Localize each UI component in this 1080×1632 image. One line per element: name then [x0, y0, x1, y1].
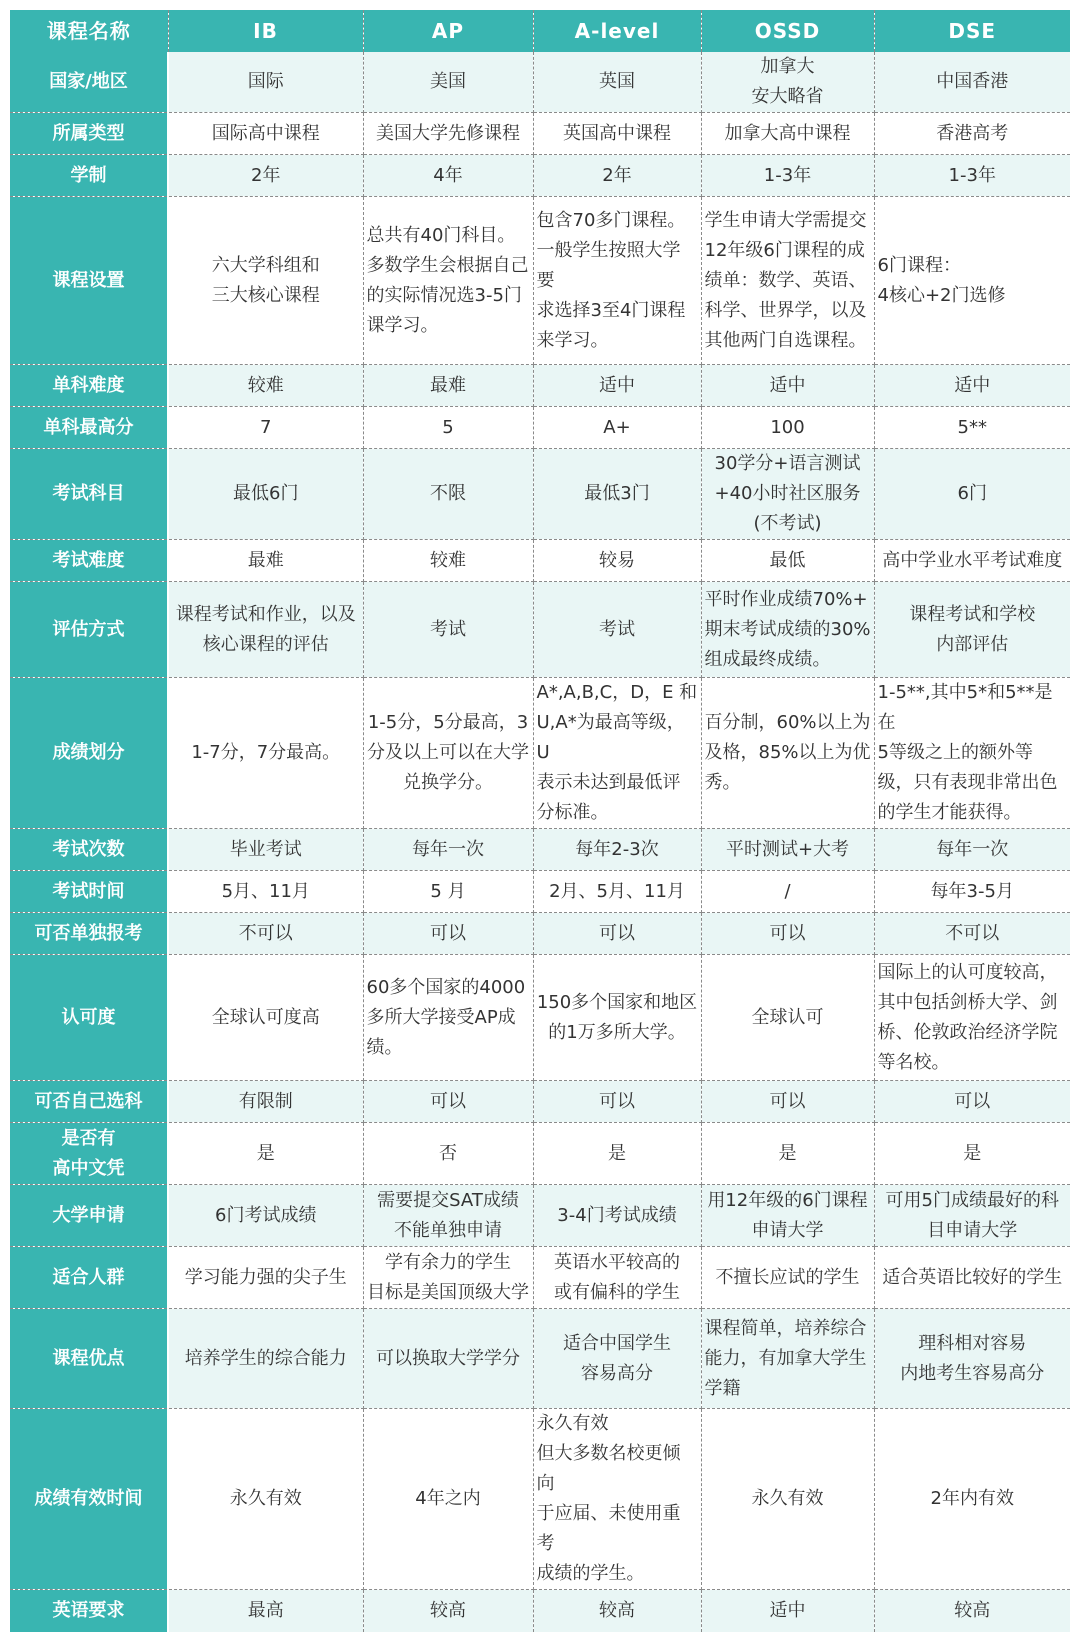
table-cell: 是: [701, 1123, 874, 1185]
table-cell: 最低: [701, 540, 874, 582]
table-row: [10, 913, 1070, 955]
table-cell: 高中学业水平考试难度: [874, 540, 1070, 582]
table-cell: 可以: [701, 1081, 874, 1123]
table-cell: 国际: [168, 52, 363, 113]
row-label: 单科难度: [10, 365, 168, 407]
table-cell: 2年: [168, 155, 363, 197]
table-cell: 6门考试成绩: [168, 1185, 363, 1247]
table-cell: 较高: [874, 1590, 1070, 1632]
table-cell: 国际上的认可度较高， 其中包括剑桥大学、剑 桥、伦敦政治经济学院 等名校。: [874, 955, 1070, 1081]
header-cell-ap: AP: [363, 10, 533, 52]
table-cell: 60多个国家的4000 多所大学接受AP成 绩。: [363, 955, 533, 1081]
table-row: [10, 540, 1070, 582]
table-cell: A+: [533, 407, 701, 449]
table-cell: 可以: [874, 1081, 1070, 1123]
table-cell: 较难: [168, 365, 363, 407]
table-cell: 适中: [874, 365, 1070, 407]
table-row: [10, 1123, 1070, 1185]
table-cell: 不擅长应试的学生: [701, 1247, 874, 1309]
table-cell: 每年一次: [363, 829, 533, 871]
table-cell: 学生申请大学需提交 12年级6门课程的成 绩单：数学、英语、 科学、世界学，以及 其他两门自选课程。: [701, 197, 874, 365]
table-cell: 学习能力强的尖子生: [168, 1247, 363, 1309]
row-label: 学制: [10, 155, 168, 197]
table-cell: 可以: [533, 913, 701, 955]
row-label: 考试难度: [10, 540, 168, 582]
table-cell: 课程简单，培养综合 能力，有加拿大学生 学籍: [701, 1309, 874, 1409]
table-row: [10, 365, 1070, 407]
row-label: 所属类型: [10, 113, 168, 155]
table-cell: 每年2-3次: [533, 829, 701, 871]
table-cell: 是: [874, 1123, 1070, 1185]
table-cell: 英语水平较高的 或有偏科的学生: [533, 1247, 701, 1309]
table-cell: 可以: [533, 1081, 701, 1123]
table-cell: 加拿大 安大略省: [701, 52, 874, 113]
table-cell: 不限: [363, 449, 533, 540]
row-label: 适合人群: [10, 1247, 168, 1309]
row-label: 成绩划分: [10, 678, 168, 829]
table-cell: 5 月: [363, 871, 533, 913]
table-row: [10, 449, 1070, 540]
table-cell: 4年: [363, 155, 533, 197]
table-cell: 不可以: [874, 913, 1070, 955]
table-cell: 英国: [533, 52, 701, 113]
table-cell: 适中: [701, 365, 874, 407]
table-cell: 较难: [363, 540, 533, 582]
table-cell: 最低6门: [168, 449, 363, 540]
table-cell: 较高: [533, 1590, 701, 1632]
table-cell: 适中: [533, 365, 701, 407]
row-label: 评估方式: [10, 582, 168, 678]
table-cell: 平时测试+大考: [701, 829, 874, 871]
row-label: 考试次数: [10, 829, 168, 871]
table-cell: 可以换取大学学分: [363, 1309, 533, 1409]
row-label: 考试科目: [10, 449, 168, 540]
row-label: 大学申请: [10, 1185, 168, 1247]
table-cell: 4年之内: [363, 1409, 533, 1590]
table-row: [10, 955, 1070, 1081]
row-label: 课程优点: [10, 1309, 168, 1409]
table-cell: 1-3年: [701, 155, 874, 197]
table-cell: 包含70多门课程。 一般学生按照大学要 求选择3至4门课程 来学习。: [533, 197, 701, 365]
table-cell: 平时作业成绩70%+ 期末考试成绩的30% 组成最终成绩。: [701, 582, 874, 678]
table-cell: 每年一次: [874, 829, 1070, 871]
table-cell: 2年: [533, 155, 701, 197]
table-cell: 适中: [701, 1590, 874, 1632]
table-row: [10, 1309, 1070, 1409]
table-row: [10, 582, 1070, 678]
table-row: [10, 1081, 1070, 1123]
table-cell: 6门: [874, 449, 1070, 540]
table-cell: /: [701, 871, 874, 913]
table-row: [10, 197, 1070, 365]
row-label: 是否有 高中文凭: [10, 1123, 168, 1185]
table-cell: 1-5**,其中5*和5**是在 5等级之上的额外等 级，只有表现非常出色 的学生才能获得。: [874, 678, 1070, 829]
table-cell: 毕业考试: [168, 829, 363, 871]
table-cell: 2年内有效: [874, 1409, 1070, 1590]
table-cell: A*,A,B,C，D，E 和 U,A*为最高等级，U 表示未达到最低评 分标准。: [533, 678, 701, 829]
table-cell: 英国高中课程: [533, 113, 701, 155]
header-cell-ib: IB: [168, 10, 363, 52]
table-cell: 3-4门考试成绩: [533, 1185, 701, 1247]
table-cell: 可以: [701, 913, 874, 955]
course-comparison-table: [10, 10, 1070, 1632]
table-cell: 1-3年: [874, 155, 1070, 197]
table-cell: 是: [533, 1123, 701, 1185]
table-cell: 考试: [533, 582, 701, 678]
header-cell-a-level: A-level: [533, 10, 701, 52]
table-cell: 5**: [874, 407, 1070, 449]
table-row: [10, 1247, 1070, 1309]
table-cell: 有限制: [168, 1081, 363, 1123]
table-cell: 最难: [168, 540, 363, 582]
row-label: 成绩有效时间: [10, 1409, 168, 1590]
table-row: [10, 1409, 1070, 1590]
table-cell: 150多个国家和地区 的1万多所大学。: [533, 955, 701, 1081]
table-cell: 总共有40门科目。 多数学生会根据自己 的实际情况选3-5门 课学习。: [363, 197, 533, 365]
table-row: [10, 113, 1070, 155]
table-cell: 永久有效: [701, 1409, 874, 1590]
header-row: [10, 10, 1070, 52]
row-label: 可否自己选科: [10, 1081, 168, 1123]
table-cell: 百分制，60%以上为 及格，85%以上为优 秀。: [701, 678, 874, 829]
table-cell: 1-5分，5分最高，3 分及以上可以在大学 兑换学分。: [363, 678, 533, 829]
table-cell: 中国香港: [874, 52, 1070, 113]
table-cell: 7: [168, 407, 363, 449]
table-cell: 最高: [168, 1590, 363, 1632]
table-cell: 可以: [363, 913, 533, 955]
table-cell: 5月、11月: [168, 871, 363, 913]
table-cell: 永久有效: [168, 1409, 363, 1590]
row-label: 课程设置: [10, 197, 168, 365]
table-cell: 香港高考: [874, 113, 1070, 155]
header-cell-ossd: OSSD: [701, 10, 874, 52]
table-row: [10, 1185, 1070, 1247]
table-cell: 考试: [363, 582, 533, 678]
table-row: [10, 52, 1070, 113]
row-label: 认可度: [10, 955, 168, 1081]
table-cell: 最难: [363, 365, 533, 407]
table-row: [10, 407, 1070, 449]
table-cell: 国际高中课程: [168, 113, 363, 155]
row-label: 单科最高分: [10, 407, 168, 449]
table-cell: 全球认可度高: [168, 955, 363, 1081]
table-cell: 永久有效 但大多数名校更倾向 于应届、未使用重考 成绩的学生。: [533, 1409, 701, 1590]
table-cell: 是: [168, 1123, 363, 1185]
table-cell: 30学分+语言测试 +40小时社区服务 (不考试): [701, 449, 874, 540]
table-cell: 用12年级的6门课程 申请大学: [701, 1185, 874, 1247]
table-cell: 不可以: [168, 913, 363, 955]
table-cell: 需要提交SAT成绩 不能单独申请: [363, 1185, 533, 1247]
table-cell: 最低3门: [533, 449, 701, 540]
row-label: 英语要求: [10, 1590, 168, 1632]
table-cell: 加拿大高中课程: [701, 113, 874, 155]
table-cell: 否: [363, 1123, 533, 1185]
table-cell: 课程考试和作业，以及 核心课程的评估: [168, 582, 363, 678]
table-cell: 全球认可: [701, 955, 874, 1081]
table-row: [10, 1590, 1070, 1632]
table-cell: 适合英语比较好的学生: [874, 1247, 1070, 1309]
row-label: 可否单独报考: [10, 913, 168, 955]
table-cell: 可以: [363, 1081, 533, 1123]
table-cell: 学有余力的学生 目标是美国顶级大学: [363, 1247, 533, 1309]
table-cell: 每年3-5月: [874, 871, 1070, 913]
table-cell: 6门课程： 4核心+2门选修: [874, 197, 1070, 365]
header-cell-dse: DSE: [874, 10, 1070, 52]
table-row: [10, 829, 1070, 871]
table-cell: 培养学生的综合能力: [168, 1309, 363, 1409]
comparison-table-frame: [10, 10, 1070, 1621]
row-label: 考试时间: [10, 871, 168, 913]
table-row: [10, 155, 1070, 197]
table-cell: 1-7分，7分最高。: [168, 678, 363, 829]
table-cell: 课程考试和学校 内部评估: [874, 582, 1070, 678]
table-cell: 100: [701, 407, 874, 449]
table-cell: 美国: [363, 52, 533, 113]
table-cell: 5: [363, 407, 533, 449]
table-cell: 理科相对容易 内地考生容易高分: [874, 1309, 1070, 1409]
table-cell: 可用5门成绩最好的科 目申请大学: [874, 1185, 1070, 1247]
table-cell: 美国大学先修课程: [363, 113, 533, 155]
table-cell: 较易: [533, 540, 701, 582]
table-row: [10, 871, 1070, 913]
table-row: [10, 678, 1070, 829]
table-cell: 2月、5月、11月: [533, 871, 701, 913]
table-cell: 六大学科组和 三大核心课程: [168, 197, 363, 365]
table-cell: 适合中国学生 容易高分: [533, 1309, 701, 1409]
table-cell: 较高: [363, 1590, 533, 1632]
row-label: 国家/地区: [10, 52, 168, 113]
header-cell-course-name: 课程名称: [10, 10, 168, 52]
